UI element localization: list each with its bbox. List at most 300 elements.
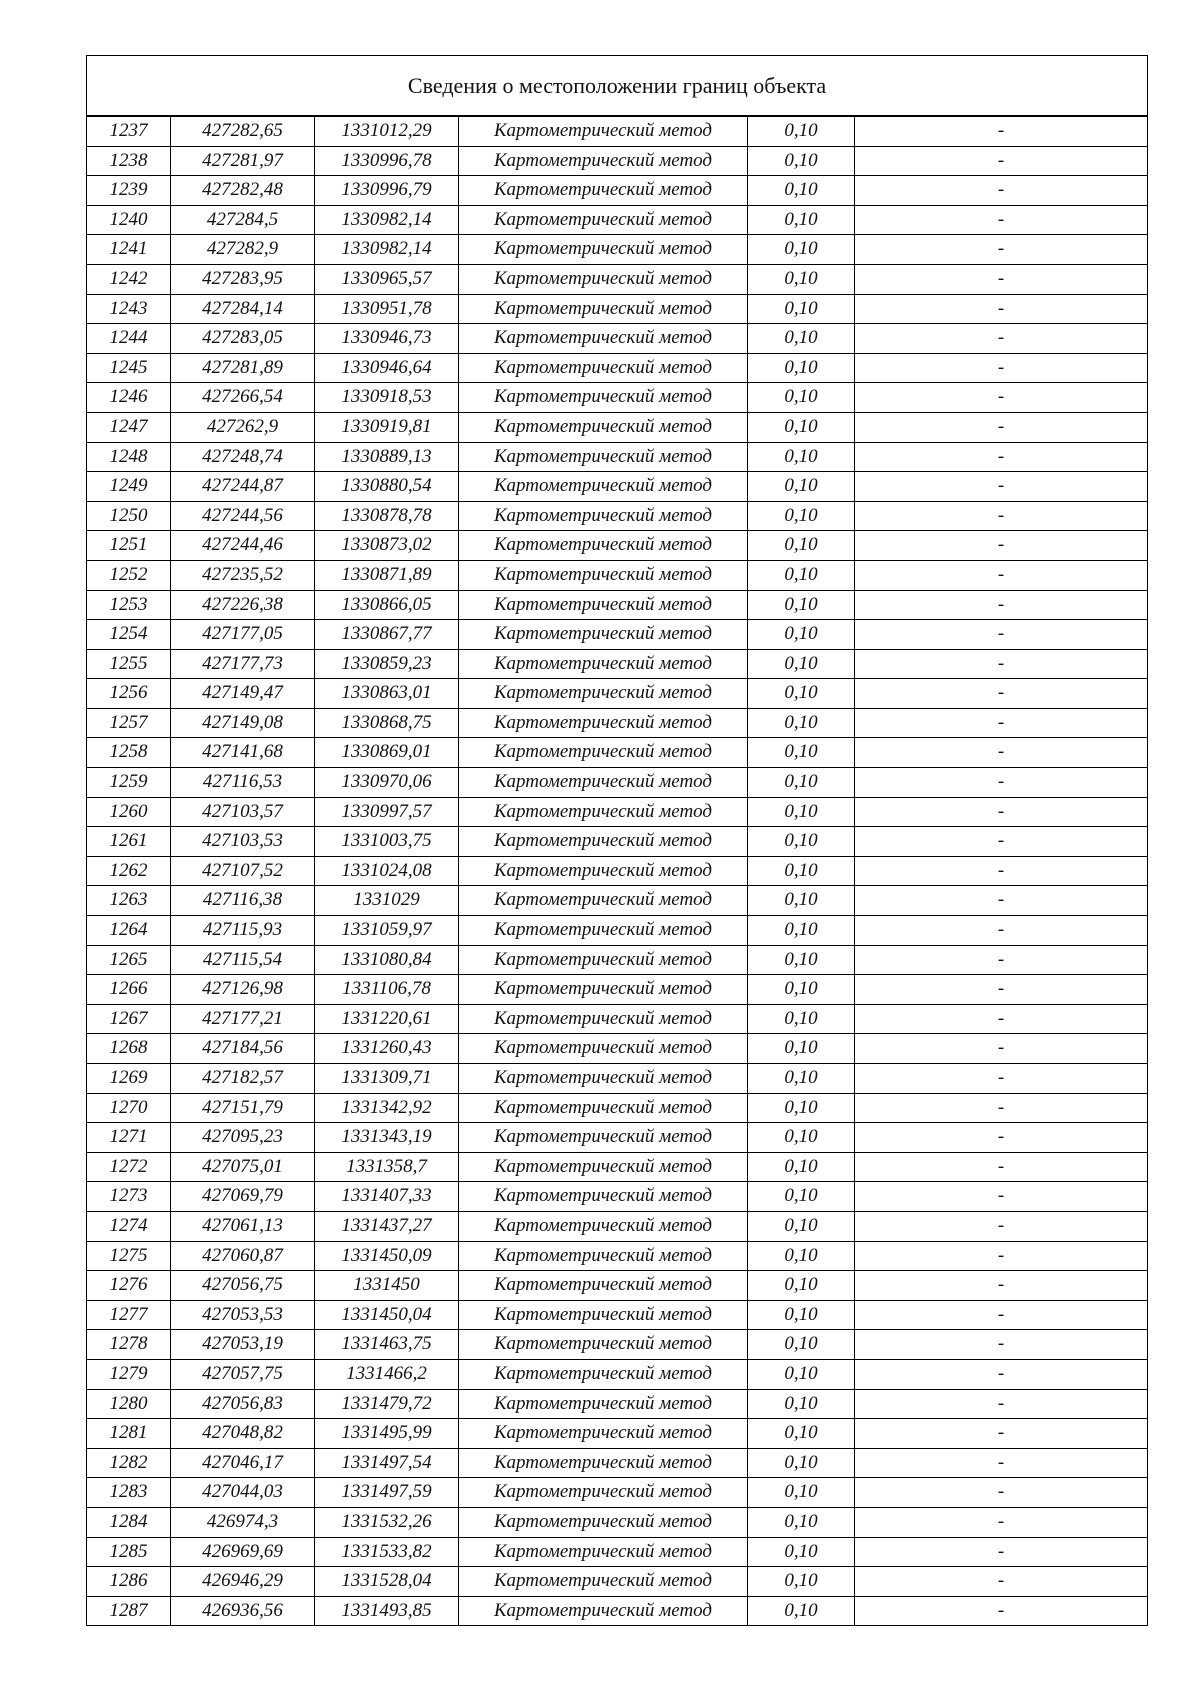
y-coordinate-cell: 1330965,57 [315, 264, 459, 294]
method-cell: Картометрический метод [459, 294, 748, 324]
precision-cell: 0,10 [748, 886, 855, 916]
description-cell: - [855, 1241, 1148, 1271]
table-row [87, 975, 1148, 1005]
table-row [87, 1567, 1148, 1597]
y-coordinate-cell: 1331463,75 [315, 1330, 459, 1360]
table-row [87, 1064, 1148, 1094]
y-coordinate-cell: 1330970,06 [315, 768, 459, 798]
y-coordinate-cell: 1331495,99 [315, 1419, 459, 1449]
precision-cell: 0,10 [748, 1537, 855, 1567]
y-coordinate-cell: 1331003,75 [315, 827, 459, 857]
point-number-cell: 1273 [87, 1182, 171, 1212]
point-number-cell: 1239 [87, 176, 171, 206]
table-row [87, 531, 1148, 561]
y-coordinate-cell: 1331012,29 [315, 116, 459, 146]
x-coordinate-cell: 427284,5 [171, 205, 315, 235]
y-coordinate-cell: 1331466,2 [315, 1359, 459, 1389]
method-cell: Картометрический метод [459, 176, 748, 206]
point-number-cell: 1251 [87, 531, 171, 561]
x-coordinate-cell: 427116,38 [171, 886, 315, 916]
y-coordinate-cell: 1330868,75 [315, 708, 459, 738]
description-cell: - [855, 1182, 1148, 1212]
table-row [87, 738, 1148, 768]
y-coordinate-cell: 1331059,97 [315, 916, 459, 946]
x-coordinate-cell: 427061,13 [171, 1211, 315, 1241]
precision-cell: 0,10 [748, 1034, 855, 1064]
x-coordinate-cell: 427281,97 [171, 146, 315, 176]
y-coordinate-cell: 1331533,82 [315, 1537, 459, 1567]
point-number-cell: 1278 [87, 1330, 171, 1360]
x-coordinate-cell: 427141,68 [171, 738, 315, 768]
x-coordinate-cell: 427149,47 [171, 679, 315, 709]
method-cell: Картометрический метод [459, 945, 748, 975]
y-coordinate-cell: 1331528,04 [315, 1567, 459, 1597]
description-cell: - [855, 1596, 1148, 1626]
x-coordinate-cell: 426946,29 [171, 1567, 315, 1597]
y-coordinate-cell: 1330997,57 [315, 797, 459, 827]
section-title: Сведения о местоположении границ объекта [87, 56, 1148, 117]
y-coordinate-cell: 1330859,23 [315, 649, 459, 679]
table-row [87, 1211, 1148, 1241]
point-number-cell: 1259 [87, 768, 171, 798]
y-coordinate-cell: 1331024,08 [315, 856, 459, 886]
description-cell: - [855, 856, 1148, 886]
y-coordinate-cell: 1331497,59 [315, 1478, 459, 1508]
point-number-cell: 1275 [87, 1241, 171, 1271]
point-number-cell: 1237 [87, 116, 171, 146]
precision-cell: 0,10 [748, 1389, 855, 1419]
y-coordinate-cell: 1330863,01 [315, 679, 459, 709]
point-number-cell: 1257 [87, 708, 171, 738]
point-number-cell: 1241 [87, 235, 171, 265]
point-number-cell: 1287 [87, 1596, 171, 1626]
point-number-cell: 1253 [87, 590, 171, 620]
table-row [87, 1507, 1148, 1537]
description-cell: - [855, 975, 1148, 1005]
description-cell: - [855, 1271, 1148, 1301]
x-coordinate-cell: 427283,95 [171, 264, 315, 294]
y-coordinate-cell: 1330982,14 [315, 235, 459, 265]
y-coordinate-cell: 1331450 [315, 1271, 459, 1301]
y-coordinate-cell: 1330867,77 [315, 620, 459, 650]
y-coordinate-cell: 1330946,64 [315, 353, 459, 383]
point-number-cell: 1248 [87, 442, 171, 472]
precision-cell: 0,10 [748, 620, 855, 650]
precision-cell: 0,10 [748, 768, 855, 798]
description-cell: - [855, 827, 1148, 857]
precision-cell: 0,10 [748, 205, 855, 235]
x-coordinate-cell: 427248,74 [171, 442, 315, 472]
description-cell: - [855, 797, 1148, 827]
y-coordinate-cell: 1330982,14 [315, 205, 459, 235]
y-coordinate-cell: 1330919,81 [315, 412, 459, 442]
x-coordinate-cell: 427226,38 [171, 590, 315, 620]
x-coordinate-cell: 427095,23 [171, 1123, 315, 1153]
precision-cell: 0,10 [748, 472, 855, 502]
y-coordinate-cell: 1330880,54 [315, 472, 459, 502]
method-cell: Картометрический метод [459, 560, 748, 590]
method-cell: Картометрический метод [459, 620, 748, 650]
y-coordinate-cell: 1331493,85 [315, 1596, 459, 1626]
method-cell: Картометрический метод [459, 738, 748, 768]
x-coordinate-cell: 427282,9 [171, 235, 315, 265]
method-cell: Картометрический метод [459, 264, 748, 294]
x-coordinate-cell: 427056,75 [171, 1271, 315, 1301]
method-cell: Картометрический метод [459, 1211, 748, 1241]
description-cell: - [855, 1359, 1148, 1389]
precision-cell: 0,10 [748, 1330, 855, 1360]
method-cell: Картометрический метод [459, 353, 748, 383]
x-coordinate-cell: 427262,9 [171, 412, 315, 442]
description-cell: - [855, 116, 1148, 146]
description-cell: - [855, 442, 1148, 472]
description-cell: - [855, 1448, 1148, 1478]
description-cell: - [855, 1064, 1148, 1094]
x-coordinate-cell: 427151,79 [171, 1093, 315, 1123]
description-cell: - [855, 916, 1148, 946]
point-number-cell: 1262 [87, 856, 171, 886]
x-coordinate-cell: 427044,03 [171, 1478, 315, 1508]
y-coordinate-cell: 1330996,78 [315, 146, 459, 176]
point-number-cell: 1270 [87, 1093, 171, 1123]
y-coordinate-cell: 1330866,05 [315, 590, 459, 620]
point-number-cell: 1249 [87, 472, 171, 502]
point-number-cell: 1281 [87, 1419, 171, 1449]
table-row [87, 235, 1148, 265]
description-cell: - [855, 264, 1148, 294]
method-cell: Картометрический метод [459, 975, 748, 1005]
x-coordinate-cell: 427048,82 [171, 1419, 315, 1449]
y-coordinate-cell: 1331309,71 [315, 1064, 459, 1094]
method-cell: Картометрический метод [459, 1271, 748, 1301]
precision-cell: 0,10 [748, 1567, 855, 1597]
method-cell: Картометрический метод [459, 1093, 748, 1123]
x-coordinate-cell: 427103,57 [171, 797, 315, 827]
y-coordinate-cell: 1331106,78 [315, 975, 459, 1005]
method-cell: Картометрический метод [459, 1123, 748, 1153]
y-coordinate-cell: 1331342,92 [315, 1093, 459, 1123]
table-row [87, 205, 1148, 235]
precision-cell: 0,10 [748, 649, 855, 679]
method-cell: Картометрический метод [459, 1330, 748, 1360]
table-row [87, 797, 1148, 827]
description-cell: - [855, 1330, 1148, 1360]
description-cell: - [855, 1300, 1148, 1330]
precision-cell: 0,10 [748, 1004, 855, 1034]
x-coordinate-cell: 427056,83 [171, 1389, 315, 1419]
precision-cell: 0,10 [748, 797, 855, 827]
description-cell: - [855, 886, 1148, 916]
precision-cell: 0,10 [748, 353, 855, 383]
x-coordinate-cell: 427115,93 [171, 916, 315, 946]
table-row [87, 1478, 1148, 1508]
x-coordinate-cell: 427283,05 [171, 324, 315, 354]
method-cell: Картометрический метод [459, 205, 748, 235]
precision-cell: 0,10 [748, 1093, 855, 1123]
table-row [87, 1004, 1148, 1034]
precision-cell: 0,10 [748, 1507, 855, 1537]
precision-cell: 0,10 [748, 1478, 855, 1508]
table-row [87, 1596, 1148, 1626]
table-row [87, 708, 1148, 738]
method-cell: Картометрический метод [459, 1507, 748, 1537]
method-cell: Картометрический метод [459, 146, 748, 176]
y-coordinate-cell: 1330869,01 [315, 738, 459, 768]
document-page [86, 55, 1147, 1626]
x-coordinate-cell: 427116,53 [171, 768, 315, 798]
precision-cell: 0,10 [748, 264, 855, 294]
boundary-coordinates-table [86, 55, 1148, 1626]
description-cell: - [855, 353, 1148, 383]
method-cell: Картометрический метод [459, 797, 748, 827]
x-coordinate-cell: 426936,56 [171, 1596, 315, 1626]
method-cell: Картометрический метод [459, 1152, 748, 1182]
precision-cell: 0,10 [748, 412, 855, 442]
method-cell: Картометрический метод [459, 324, 748, 354]
description-cell: - [855, 1567, 1148, 1597]
precision-cell: 0,10 [748, 176, 855, 206]
description-cell: - [855, 560, 1148, 590]
point-number-cell: 1284 [87, 1507, 171, 1537]
point-number-cell: 1240 [87, 205, 171, 235]
table-row [87, 353, 1148, 383]
y-coordinate-cell: 1330871,89 [315, 560, 459, 590]
method-cell: Картометрический метод [459, 886, 748, 916]
x-coordinate-cell: 427060,87 [171, 1241, 315, 1271]
point-number-cell: 1285 [87, 1537, 171, 1567]
point-number-cell: 1279 [87, 1359, 171, 1389]
point-number-cell: 1276 [87, 1271, 171, 1301]
table-row [87, 294, 1148, 324]
method-cell: Картометрический метод [459, 1034, 748, 1064]
precision-cell: 0,10 [748, 235, 855, 265]
table-row [87, 768, 1148, 798]
description-cell: - [855, 738, 1148, 768]
method-cell: Картометрический метод [459, 1300, 748, 1330]
x-coordinate-cell: 427069,79 [171, 1182, 315, 1212]
description-cell: - [855, 1389, 1148, 1419]
precision-cell: 0,10 [748, 1182, 855, 1212]
x-coordinate-cell: 427115,54 [171, 945, 315, 975]
description-cell: - [855, 383, 1148, 413]
table-row [87, 1419, 1148, 1449]
point-number-cell: 1256 [87, 679, 171, 709]
table-row [87, 146, 1148, 176]
table-row [87, 1182, 1148, 1212]
precision-cell: 0,10 [748, 324, 855, 354]
y-coordinate-cell: 1330951,78 [315, 294, 459, 324]
precision-cell: 0,10 [748, 738, 855, 768]
precision-cell: 0,10 [748, 708, 855, 738]
method-cell: Картометрический метод [459, 1478, 748, 1508]
precision-cell: 0,10 [748, 1300, 855, 1330]
table-row [87, 472, 1148, 502]
x-coordinate-cell: 427235,52 [171, 560, 315, 590]
table-row [87, 1271, 1148, 1301]
precision-cell: 0,10 [748, 1448, 855, 1478]
point-number-cell: 1261 [87, 827, 171, 857]
table-row [87, 945, 1148, 975]
description-cell: - [855, 649, 1148, 679]
precision-cell: 0,10 [748, 146, 855, 176]
method-cell: Картометрический метод [459, 412, 748, 442]
x-coordinate-cell: 427266,54 [171, 383, 315, 413]
x-coordinate-cell: 427075,01 [171, 1152, 315, 1182]
y-coordinate-cell: 1330873,02 [315, 531, 459, 561]
x-coordinate-cell: 427057,75 [171, 1359, 315, 1389]
x-coordinate-cell: 427184,56 [171, 1034, 315, 1064]
point-number-cell: 1258 [87, 738, 171, 768]
precision-cell: 0,10 [748, 442, 855, 472]
table-row [87, 916, 1148, 946]
y-coordinate-cell: 1330889,13 [315, 442, 459, 472]
description-cell: - [855, 945, 1148, 975]
x-coordinate-cell: 427177,73 [171, 649, 315, 679]
point-number-cell: 1282 [87, 1448, 171, 1478]
method-cell: Картометрический метод [459, 590, 748, 620]
precision-cell: 0,10 [748, 116, 855, 146]
table-row [87, 886, 1148, 916]
point-number-cell: 1260 [87, 797, 171, 827]
y-coordinate-cell: 1331080,84 [315, 945, 459, 975]
description-cell: - [855, 1537, 1148, 1567]
precision-cell: 0,10 [748, 679, 855, 709]
point-number-cell: 1283 [87, 1478, 171, 1508]
precision-cell: 0,10 [748, 1064, 855, 1094]
y-coordinate-cell: 1330918,53 [315, 383, 459, 413]
point-number-cell: 1238 [87, 146, 171, 176]
description-cell: - [855, 1152, 1148, 1182]
method-cell: Картометрический метод [459, 827, 748, 857]
point-number-cell: 1266 [87, 975, 171, 1005]
x-coordinate-cell: 427107,52 [171, 856, 315, 886]
x-coordinate-cell: 427244,87 [171, 472, 315, 502]
table-row [87, 560, 1148, 590]
method-cell: Картометрический метод [459, 1419, 748, 1449]
description-cell: - [855, 294, 1148, 324]
point-number-cell: 1255 [87, 649, 171, 679]
table-row [87, 1152, 1148, 1182]
method-cell: Картометрический метод [459, 442, 748, 472]
method-cell: Картометрический метод [459, 649, 748, 679]
table-row [87, 324, 1148, 354]
x-coordinate-cell: 427053,19 [171, 1330, 315, 1360]
point-number-cell: 1252 [87, 560, 171, 590]
precision-cell: 0,10 [748, 531, 855, 561]
method-cell: Картометрический метод [459, 1359, 748, 1389]
method-cell: Картометрический метод [459, 472, 748, 502]
point-number-cell: 1254 [87, 620, 171, 650]
table-body [87, 56, 1148, 1626]
precision-cell: 0,10 [748, 1152, 855, 1182]
precision-cell: 0,10 [748, 945, 855, 975]
precision-cell: 0,10 [748, 590, 855, 620]
description-cell: - [855, 1507, 1148, 1537]
table-row [87, 827, 1148, 857]
table-row [87, 116, 1148, 146]
y-coordinate-cell: 1331260,43 [315, 1034, 459, 1064]
precision-cell: 0,10 [748, 1419, 855, 1449]
table-row [87, 1093, 1148, 1123]
method-cell: Картометрический метод [459, 1596, 748, 1626]
description-cell: - [855, 412, 1148, 442]
precision-cell: 0,10 [748, 501, 855, 531]
table-row [87, 1300, 1148, 1330]
description-cell: - [855, 1034, 1148, 1064]
y-coordinate-cell: 1330946,73 [315, 324, 459, 354]
method-cell: Картометрический метод [459, 1241, 748, 1271]
x-coordinate-cell: 427281,89 [171, 353, 315, 383]
table-row [87, 649, 1148, 679]
y-coordinate-cell: 1331497,54 [315, 1448, 459, 1478]
description-cell: - [855, 176, 1148, 206]
point-number-cell: 1267 [87, 1004, 171, 1034]
description-cell: - [855, 1004, 1148, 1034]
y-coordinate-cell: 1331532,26 [315, 1507, 459, 1537]
y-coordinate-cell: 1331343,19 [315, 1123, 459, 1153]
table-row [87, 412, 1148, 442]
x-coordinate-cell: 427284,14 [171, 294, 315, 324]
title-row [87, 56, 1148, 117]
table-row [87, 383, 1148, 413]
x-coordinate-cell: 427149,08 [171, 708, 315, 738]
table-row [87, 1123, 1148, 1153]
y-coordinate-cell: 1330996,79 [315, 176, 459, 206]
y-coordinate-cell: 1331450,04 [315, 1300, 459, 1330]
method-cell: Картометрический метод [459, 1064, 748, 1094]
precision-cell: 0,10 [748, 383, 855, 413]
precision-cell: 0,10 [748, 1241, 855, 1271]
precision-cell: 0,10 [748, 916, 855, 946]
description-cell: - [855, 501, 1148, 531]
description-cell: - [855, 235, 1148, 265]
y-coordinate-cell: 1331358,7 [315, 1152, 459, 1182]
table-row [87, 679, 1148, 709]
method-cell: Картометрический метод [459, 679, 748, 709]
point-number-cell: 1244 [87, 324, 171, 354]
precision-cell: 0,10 [748, 827, 855, 857]
y-coordinate-cell: 1331407,33 [315, 1182, 459, 1212]
table-row [87, 1359, 1148, 1389]
method-cell: Картометрический метод [459, 501, 748, 531]
point-number-cell: 1243 [87, 294, 171, 324]
point-number-cell: 1250 [87, 501, 171, 531]
method-cell: Картометрический метод [459, 1389, 748, 1419]
precision-cell: 0,10 [748, 975, 855, 1005]
description-cell: - [855, 146, 1148, 176]
x-coordinate-cell: 427177,05 [171, 620, 315, 650]
table-row [87, 1034, 1148, 1064]
table-row [87, 1389, 1148, 1419]
point-number-cell: 1265 [87, 945, 171, 975]
point-number-cell: 1274 [87, 1211, 171, 1241]
method-cell: Картометрический метод [459, 856, 748, 886]
description-cell: - [855, 205, 1148, 235]
precision-cell: 0,10 [748, 1359, 855, 1389]
precision-cell: 0,10 [748, 560, 855, 590]
y-coordinate-cell: 1331479,72 [315, 1389, 459, 1419]
table-row [87, 1241, 1148, 1271]
x-coordinate-cell: 427282,48 [171, 176, 315, 206]
point-number-cell: 1280 [87, 1389, 171, 1419]
y-coordinate-cell: 1331437,27 [315, 1211, 459, 1241]
method-cell: Картометрический метод [459, 1182, 748, 1212]
x-coordinate-cell: 427046,17 [171, 1448, 315, 1478]
precision-cell: 0,10 [748, 1271, 855, 1301]
x-coordinate-cell: 426969,69 [171, 1537, 315, 1567]
method-cell: Картометрический метод [459, 768, 748, 798]
point-number-cell: 1272 [87, 1152, 171, 1182]
